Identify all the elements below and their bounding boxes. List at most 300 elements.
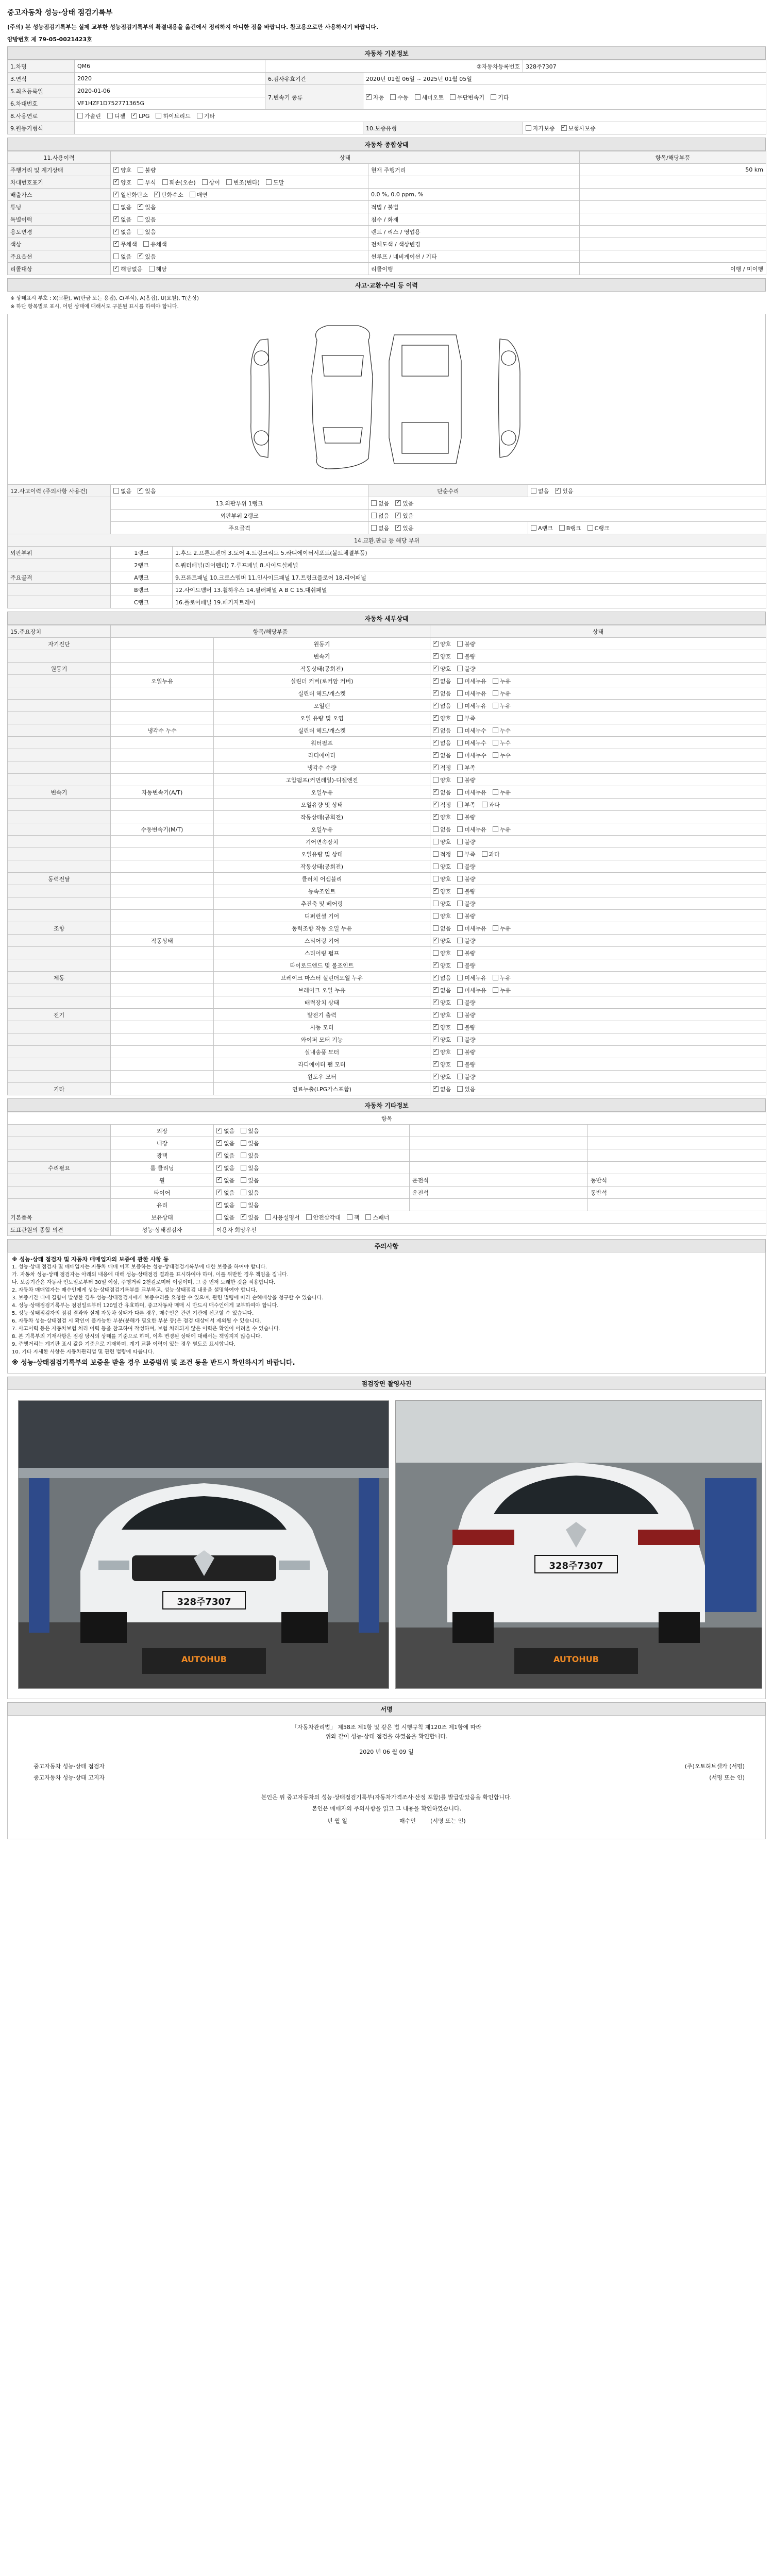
checkbox[interactable] (190, 192, 195, 197)
checkbox[interactable] (450, 94, 456, 100)
checkbox[interactable] (457, 962, 463, 968)
checkbox[interactable] (433, 938, 439, 943)
option-2[interactable]: 누유 (493, 974, 511, 982)
checkbox[interactable] (457, 765, 463, 770)
option-2[interactable]: 누유 (493, 677, 511, 685)
checkbox[interactable] (216, 1214, 222, 1220)
checkbox[interactable] (433, 777, 439, 783)
option-0[interactable]: ✓ 양호 (433, 652, 451, 660)
checkbox[interactable] (149, 266, 155, 272)
option-2[interactable]: 세미오토 (415, 93, 444, 101)
checkbox[interactable] (482, 851, 488, 857)
checkbox[interactable] (226, 179, 232, 185)
option-0[interactable]: ✓ 양호 (433, 640, 451, 648)
checkbox[interactable] (366, 94, 372, 100)
checkbox[interactable] (493, 678, 498, 684)
option-0[interactable]: ✓ 적정 (433, 801, 451, 809)
checkbox[interactable] (433, 740, 439, 745)
checkbox[interactable] (395, 513, 401, 518)
option-0[interactable]: 양호 (433, 862, 451, 871)
option-0[interactable]: 양호 (433, 875, 451, 883)
option-1[interactable]: 미세누수 (457, 751, 486, 759)
option-2[interactable]: 누수 (493, 739, 511, 747)
option-1[interactable]: 부족 (457, 801, 475, 809)
option-1[interactable]: ✓ 보험사보증 (561, 124, 596, 132)
option-0[interactable]: ✓ 없음 (433, 986, 451, 994)
checkbox[interactable] (457, 1086, 463, 1092)
checkbox[interactable] (395, 500, 401, 506)
option-1[interactable]: 불량 (457, 961, 475, 970)
option-1[interactable]: 부식 (138, 178, 156, 187)
option-1[interactable]: 불량 (457, 665, 475, 673)
option-0[interactable]: ✓ 없음 (433, 1085, 451, 1093)
checkbox[interactable] (457, 987, 463, 993)
option-1[interactable]: 불량 (457, 776, 475, 784)
option-0[interactable]: ✓ 없음 (216, 1201, 234, 1209)
checkbox[interactable] (457, 1049, 463, 1055)
option-1[interactable]: 불량 (457, 875, 475, 883)
checkbox[interactable] (433, 1012, 439, 1018)
option-2[interactable]: 누유 (493, 689, 511, 698)
option-0[interactable]: ✓ 양호 (433, 1011, 451, 1019)
checkbox[interactable] (433, 727, 439, 733)
option-1[interactable]: 있음 (241, 1164, 259, 1172)
option-1[interactable]: ✓ 있음 (395, 512, 413, 520)
option-2[interactable]: 누수 (493, 726, 511, 735)
option-2[interactable]: C랭크 (587, 524, 610, 532)
checkbox[interactable] (216, 1190, 222, 1195)
checkbox[interactable] (493, 752, 498, 758)
option-4[interactable]: 변조(변타) (226, 178, 260, 187)
checkbox[interactable] (457, 777, 463, 783)
checkbox[interactable] (491, 94, 496, 100)
checkbox[interactable] (138, 253, 143, 259)
checkbox[interactable] (241, 1190, 246, 1195)
option-0[interactable]: ✓ 양호 (113, 178, 131, 187)
checkbox[interactable] (433, 752, 439, 758)
option-1[interactable]: ✓ 있음 (555, 487, 573, 495)
option-0[interactable]: ✓ 해당없음 (113, 265, 143, 273)
option-2[interactable]: 누유 (493, 702, 511, 710)
checkbox[interactable] (241, 1214, 246, 1220)
option-4[interactable]: 잭 (347, 1213, 360, 1222)
option-0[interactable]: 양호 (433, 912, 451, 920)
checkbox[interactable] (433, 678, 439, 684)
checkbox[interactable] (390, 94, 396, 100)
option-1[interactable]: ✓ 있음 (138, 252, 156, 261)
option-0[interactable]: ✓ 양호 (433, 937, 451, 945)
checkbox[interactable] (113, 266, 119, 272)
option-1[interactable]: 불량 (457, 1073, 475, 1081)
option-1[interactable]: 부족 (457, 850, 475, 858)
checkbox[interactable] (457, 975, 463, 980)
checkbox[interactable] (433, 1061, 439, 1067)
option-1[interactable]: ✓ 있음 (241, 1213, 259, 1222)
option-1[interactable]: 불량 (457, 640, 475, 648)
option-0[interactable]: 없음 (531, 487, 549, 495)
checkbox[interactable] (371, 525, 377, 531)
option-1[interactable]: 불량 (457, 1023, 475, 1031)
option-1[interactable]: 미세누유 (457, 974, 486, 982)
option-1[interactable]: 있음 (241, 1176, 259, 1184)
option-1[interactable]: 불량 (138, 166, 156, 174)
option-1[interactable]: 미세누유 (457, 689, 486, 698)
checkbox[interactable] (241, 1165, 246, 1171)
option-0[interactable]: ✓ 양호 (433, 1048, 451, 1056)
checkbox[interactable] (457, 678, 463, 684)
option-2[interactable]: 누유 (493, 825, 511, 834)
option-0[interactable]: ✓ 없음 (113, 215, 131, 224)
option-0[interactable]: ✓ 없음 (216, 1127, 234, 1135)
option-2[interactable]: 과다 (482, 801, 500, 809)
option-3[interactable]: 안전삼각대 (306, 1213, 341, 1222)
option-5[interactable]: 도말 (266, 178, 284, 187)
checkbox[interactable] (113, 216, 119, 222)
option-1[interactable]: 불량 (457, 912, 475, 920)
checkbox[interactable] (216, 1128, 222, 1133)
option-0[interactable]: ✓ 양호 (433, 998, 451, 1007)
checkbox[interactable] (457, 1012, 463, 1018)
checkbox[interactable] (433, 826, 439, 832)
checkbox[interactable] (457, 715, 463, 721)
checkbox[interactable] (197, 113, 203, 118)
option-0[interactable]: ✓ 없음 (433, 751, 451, 759)
option-0[interactable]: 없음 (216, 1213, 234, 1222)
option-5[interactable]: 스패너 (365, 1213, 389, 1222)
checkbox[interactable] (433, 802, 439, 807)
option-0[interactable]: 양호 (433, 949, 451, 957)
option-1[interactable]: 있음 (241, 1201, 259, 1209)
checkbox[interactable] (415, 94, 421, 100)
option-0[interactable]: A랭크 (531, 524, 553, 532)
checkbox[interactable] (457, 653, 463, 659)
option-1[interactable]: ✓ 있음 (395, 524, 413, 532)
option-1[interactable]: 미세누유 (457, 677, 486, 685)
checkbox[interactable] (493, 975, 498, 980)
checkbox[interactable] (113, 253, 119, 259)
option-0[interactable]: 없음 (371, 524, 389, 532)
option-4[interactable]: 기타 (491, 93, 509, 101)
checkbox[interactable] (457, 950, 463, 956)
option-0[interactable]: ✓ 없음 (216, 1189, 234, 1197)
option-0[interactable]: 없음 (433, 825, 451, 834)
checkbox[interactable] (457, 876, 463, 882)
checkbox[interactable] (457, 740, 463, 745)
checkbox[interactable] (433, 851, 439, 857)
option-0[interactable]: 양호 (433, 900, 451, 908)
checkbox[interactable] (457, 789, 463, 795)
option-2[interactable]: 누수 (493, 751, 511, 759)
checkbox[interactable] (433, 987, 439, 993)
checkbox[interactable] (493, 826, 498, 832)
option-1[interactable]: 불량 (457, 887, 475, 895)
checkbox[interactable] (457, 839, 463, 844)
option-2[interactable]: 누유 (493, 788, 511, 796)
checkbox[interactable] (433, 962, 439, 968)
checkbox[interactable] (395, 525, 401, 531)
checkbox[interactable] (433, 666, 439, 671)
checkbox[interactable] (433, 999, 439, 1005)
checkbox[interactable] (241, 1153, 246, 1158)
checkbox[interactable] (216, 1165, 222, 1171)
checkbox[interactable] (433, 765, 439, 770)
option-1[interactable]: 미세누유 (457, 986, 486, 994)
option-0[interactable]: ✓ 없음 (433, 702, 451, 710)
option-1[interactable]: ✓ 있음 (138, 203, 156, 211)
option-1[interactable]: 불량 (457, 652, 475, 660)
checkbox[interactable] (457, 666, 463, 671)
checkbox[interactable] (433, 863, 439, 869)
option-2[interactable]: 매연 (190, 191, 208, 199)
checkbox[interactable] (138, 204, 143, 210)
option-0[interactable]: ✓ 자동 (366, 93, 384, 101)
option-0[interactable]: 없음 (113, 252, 131, 261)
checkbox[interactable] (265, 1214, 271, 1220)
checkbox[interactable] (493, 987, 498, 993)
option-0[interactable]: ✓ 양호 (433, 1073, 451, 1081)
checkbox[interactable] (138, 216, 143, 222)
checkbox[interactable] (457, 752, 463, 758)
checkbox[interactable] (457, 863, 463, 869)
checkbox[interactable] (113, 241, 119, 247)
checkbox[interactable] (433, 950, 439, 956)
option-0[interactable]: ✓ 양호 (433, 887, 451, 895)
checkbox[interactable] (216, 1153, 222, 1158)
checkbox[interactable] (457, 641, 463, 647)
option-1[interactable]: 있음 (241, 1127, 259, 1135)
checkbox[interactable] (457, 814, 463, 820)
checkbox[interactable] (457, 1024, 463, 1030)
option-2[interactable]: 누유 (493, 924, 511, 933)
option-0[interactable]: ✓ 없음 (433, 788, 451, 796)
option-1[interactable]: 있음 (241, 1151, 259, 1160)
checkbox[interactable] (457, 925, 463, 931)
option-2[interactable]: 훼손(오손) (162, 178, 196, 187)
checkbox[interactable] (482, 802, 488, 807)
option-1[interactable]: 부족 (457, 764, 475, 772)
checkbox[interactable] (202, 179, 208, 185)
option-0[interactable]: 양호 (433, 776, 451, 784)
option-0[interactable]: ✓ 적정 (433, 764, 451, 772)
checkbox[interactable] (457, 901, 463, 906)
checkbox[interactable] (113, 192, 119, 197)
option-0[interactable]: 양호 (433, 838, 451, 846)
checkbox[interactable] (493, 789, 498, 795)
checkbox[interactable] (457, 703, 463, 708)
checkbox[interactable] (457, 1074, 463, 1079)
checkbox[interactable] (433, 1024, 439, 1030)
checkbox[interactable] (433, 703, 439, 708)
checkbox[interactable] (156, 113, 161, 118)
checkbox[interactable] (216, 1202, 222, 1208)
checkbox[interactable] (138, 229, 143, 234)
option-3[interactable]: 무단변속기 (450, 93, 484, 101)
checkbox[interactable] (433, 839, 439, 844)
checkbox[interactable] (154, 192, 160, 197)
checkbox[interactable] (493, 703, 498, 708)
option-1[interactable]: 미세누유 (457, 702, 486, 710)
option-1[interactable]: ✓ 탄화수소 (154, 191, 183, 199)
option-1[interactable]: 부족 (457, 714, 475, 722)
checkbox[interactable] (561, 125, 567, 131)
option-0[interactable]: ✓ 일산화탄소 (113, 191, 148, 199)
option-1[interactable]: 불량 (457, 1036, 475, 1044)
checkbox[interactable] (241, 1202, 246, 1208)
option-0[interactable]: ✓ 없음 (216, 1139, 234, 1147)
checkbox[interactable] (77, 113, 83, 118)
checkbox[interactable] (433, 901, 439, 906)
option-1[interactable]: 있음 (138, 215, 156, 224)
checkbox[interactable] (138, 179, 143, 185)
checkbox[interactable] (433, 1049, 439, 1055)
option-1[interactable]: 불량 (457, 813, 475, 821)
checkbox[interactable] (555, 488, 561, 494)
option-1[interactable]: 미세누유 (457, 788, 486, 796)
option-1[interactable]: 수동 (390, 93, 408, 101)
checkbox[interactable] (138, 488, 143, 494)
checkbox[interactable] (457, 1037, 463, 1042)
option-1[interactable]: ✓ 있음 (138, 487, 156, 495)
checkbox[interactable] (433, 925, 439, 931)
option-0[interactable]: ✓ 없음 (433, 677, 451, 685)
option-3[interactable]: 하이브리드 (156, 112, 190, 120)
option-4[interactable]: 기타 (197, 112, 215, 120)
checkbox[interactable] (531, 525, 536, 531)
checkbox[interactable] (365, 1214, 371, 1220)
checkbox[interactable] (433, 1074, 439, 1079)
checkbox[interactable] (266, 179, 272, 185)
option-1[interactable]: 있음 (457, 1085, 475, 1093)
checkbox[interactable] (371, 500, 377, 506)
option-0[interactable]: ✓ 없음 (433, 974, 451, 982)
option-1[interactable]: 불량 (457, 862, 475, 871)
option-1[interactable]: 불량 (457, 838, 475, 846)
option-0[interactable]: ✓ 없음 (433, 726, 451, 735)
option-2[interactable]: ✓ LPG (131, 113, 149, 120)
checkbox[interactable] (457, 690, 463, 696)
option-0[interactable]: ✓ 없음 (433, 739, 451, 747)
option-1[interactable]: 불량 (457, 949, 475, 957)
option-1[interactable]: 있음 (138, 228, 156, 236)
option-0[interactable]: ✓ 양호 (433, 1023, 451, 1031)
option-0[interactable]: 없음 (113, 487, 131, 495)
option-0[interactable]: ✓ 없음 (216, 1151, 234, 1160)
checkbox[interactable] (457, 1061, 463, 1067)
checkbox[interactable] (457, 826, 463, 832)
option-1[interactable]: 불량 (457, 998, 475, 1007)
option-1[interactable]: 디젤 (107, 112, 125, 120)
checkbox[interactable] (587, 525, 593, 531)
checkbox[interactable] (371, 513, 377, 518)
option-0[interactable]: ✓ 양호 (433, 714, 451, 722)
checkbox[interactable] (457, 888, 463, 894)
checkbox[interactable] (306, 1214, 312, 1220)
checkbox[interactable] (433, 814, 439, 820)
option-1[interactable]: 미세누유 (457, 924, 486, 933)
option-0[interactable]: 없음 (371, 499, 389, 507)
option-0[interactable]: ✓ 양호 (433, 813, 451, 821)
option-0[interactable]: ✓ 양호 (433, 665, 451, 673)
option-1[interactable]: 불량 (457, 900, 475, 908)
checkbox[interactable] (143, 241, 149, 247)
option-0[interactable]: ✓ 무채색 (113, 240, 137, 248)
checkbox[interactable] (433, 690, 439, 696)
checkbox[interactable] (493, 925, 498, 931)
option-1[interactable]: 유채색 (143, 240, 167, 248)
checkbox[interactable] (216, 1177, 222, 1183)
option-0[interactable]: ✓ 없음 (113, 228, 131, 236)
checkbox[interactable] (559, 525, 565, 531)
option-0[interactable]: 없음 (371, 512, 389, 520)
option-1[interactable]: 있음 (241, 1189, 259, 1197)
option-0[interactable]: 적정 (433, 850, 451, 858)
option-1[interactable]: 있음 (241, 1139, 259, 1147)
checkbox[interactable] (433, 913, 439, 919)
option-1[interactable]: 불량 (457, 937, 475, 945)
checkbox[interactable] (433, 1086, 439, 1092)
checkbox[interactable] (131, 113, 137, 118)
checkbox[interactable] (526, 125, 531, 131)
checkbox[interactable] (162, 179, 168, 185)
checkbox[interactable] (433, 975, 439, 980)
checkbox[interactable] (531, 488, 536, 494)
checkbox[interactable] (457, 913, 463, 919)
option-0[interactable]: ✓ 양호 (113, 166, 131, 174)
checkbox[interactable] (241, 1140, 246, 1146)
option-0[interactable]: ✓ 양호 (433, 1036, 451, 1044)
option-1[interactable]: 불량 (457, 1011, 475, 1019)
checkbox[interactable] (493, 727, 498, 733)
option-1[interactable]: 불량 (457, 1060, 475, 1069)
checkbox[interactable] (433, 653, 439, 659)
option-0[interactable]: ✓ 없음 (216, 1164, 234, 1172)
option-1[interactable]: ✓ 있음 (395, 499, 413, 507)
option-2[interactable]: 누유 (493, 986, 511, 994)
checkbox[interactable] (457, 851, 463, 857)
option-1[interactable]: 미세누유 (457, 825, 486, 834)
option-1[interactable]: 미세누수 (457, 739, 486, 747)
checkbox[interactable] (457, 727, 463, 733)
checkbox[interactable] (457, 999, 463, 1005)
option-0[interactable]: 없음 (433, 924, 451, 933)
checkbox[interactable] (433, 876, 439, 882)
checkbox[interactable] (241, 1128, 246, 1133)
option-0[interactable]: ✓ 없음 (433, 689, 451, 698)
checkbox[interactable] (457, 802, 463, 807)
checkbox[interactable] (107, 113, 113, 118)
option-2[interactable]: 과다 (482, 850, 500, 858)
checkbox[interactable] (433, 789, 439, 795)
option-2[interactable]: 사용설명서 (265, 1213, 300, 1222)
checkbox[interactable] (216, 1140, 222, 1146)
checkbox[interactable] (113, 204, 119, 210)
option-3[interactable]: 상이 (202, 178, 220, 187)
option-1[interactable]: 미세누수 (457, 726, 486, 735)
checkbox[interactable] (433, 888, 439, 894)
checkbox[interactable] (433, 641, 439, 647)
checkbox[interactable] (138, 167, 143, 173)
option-0[interactable]: 없음 (113, 203, 131, 211)
checkbox[interactable] (241, 1177, 246, 1183)
option-0[interactable]: ✓ 양호 (433, 1060, 451, 1069)
option-1[interactable]: 불량 (457, 1048, 475, 1056)
checkbox[interactable] (493, 740, 498, 745)
option-0[interactable]: ✓ 양호 (433, 961, 451, 970)
option-0[interactable]: 가솔린 (77, 112, 101, 120)
checkbox[interactable] (347, 1214, 352, 1220)
option-1[interactable]: 해당 (149, 265, 167, 273)
checkbox[interactable] (457, 938, 463, 943)
